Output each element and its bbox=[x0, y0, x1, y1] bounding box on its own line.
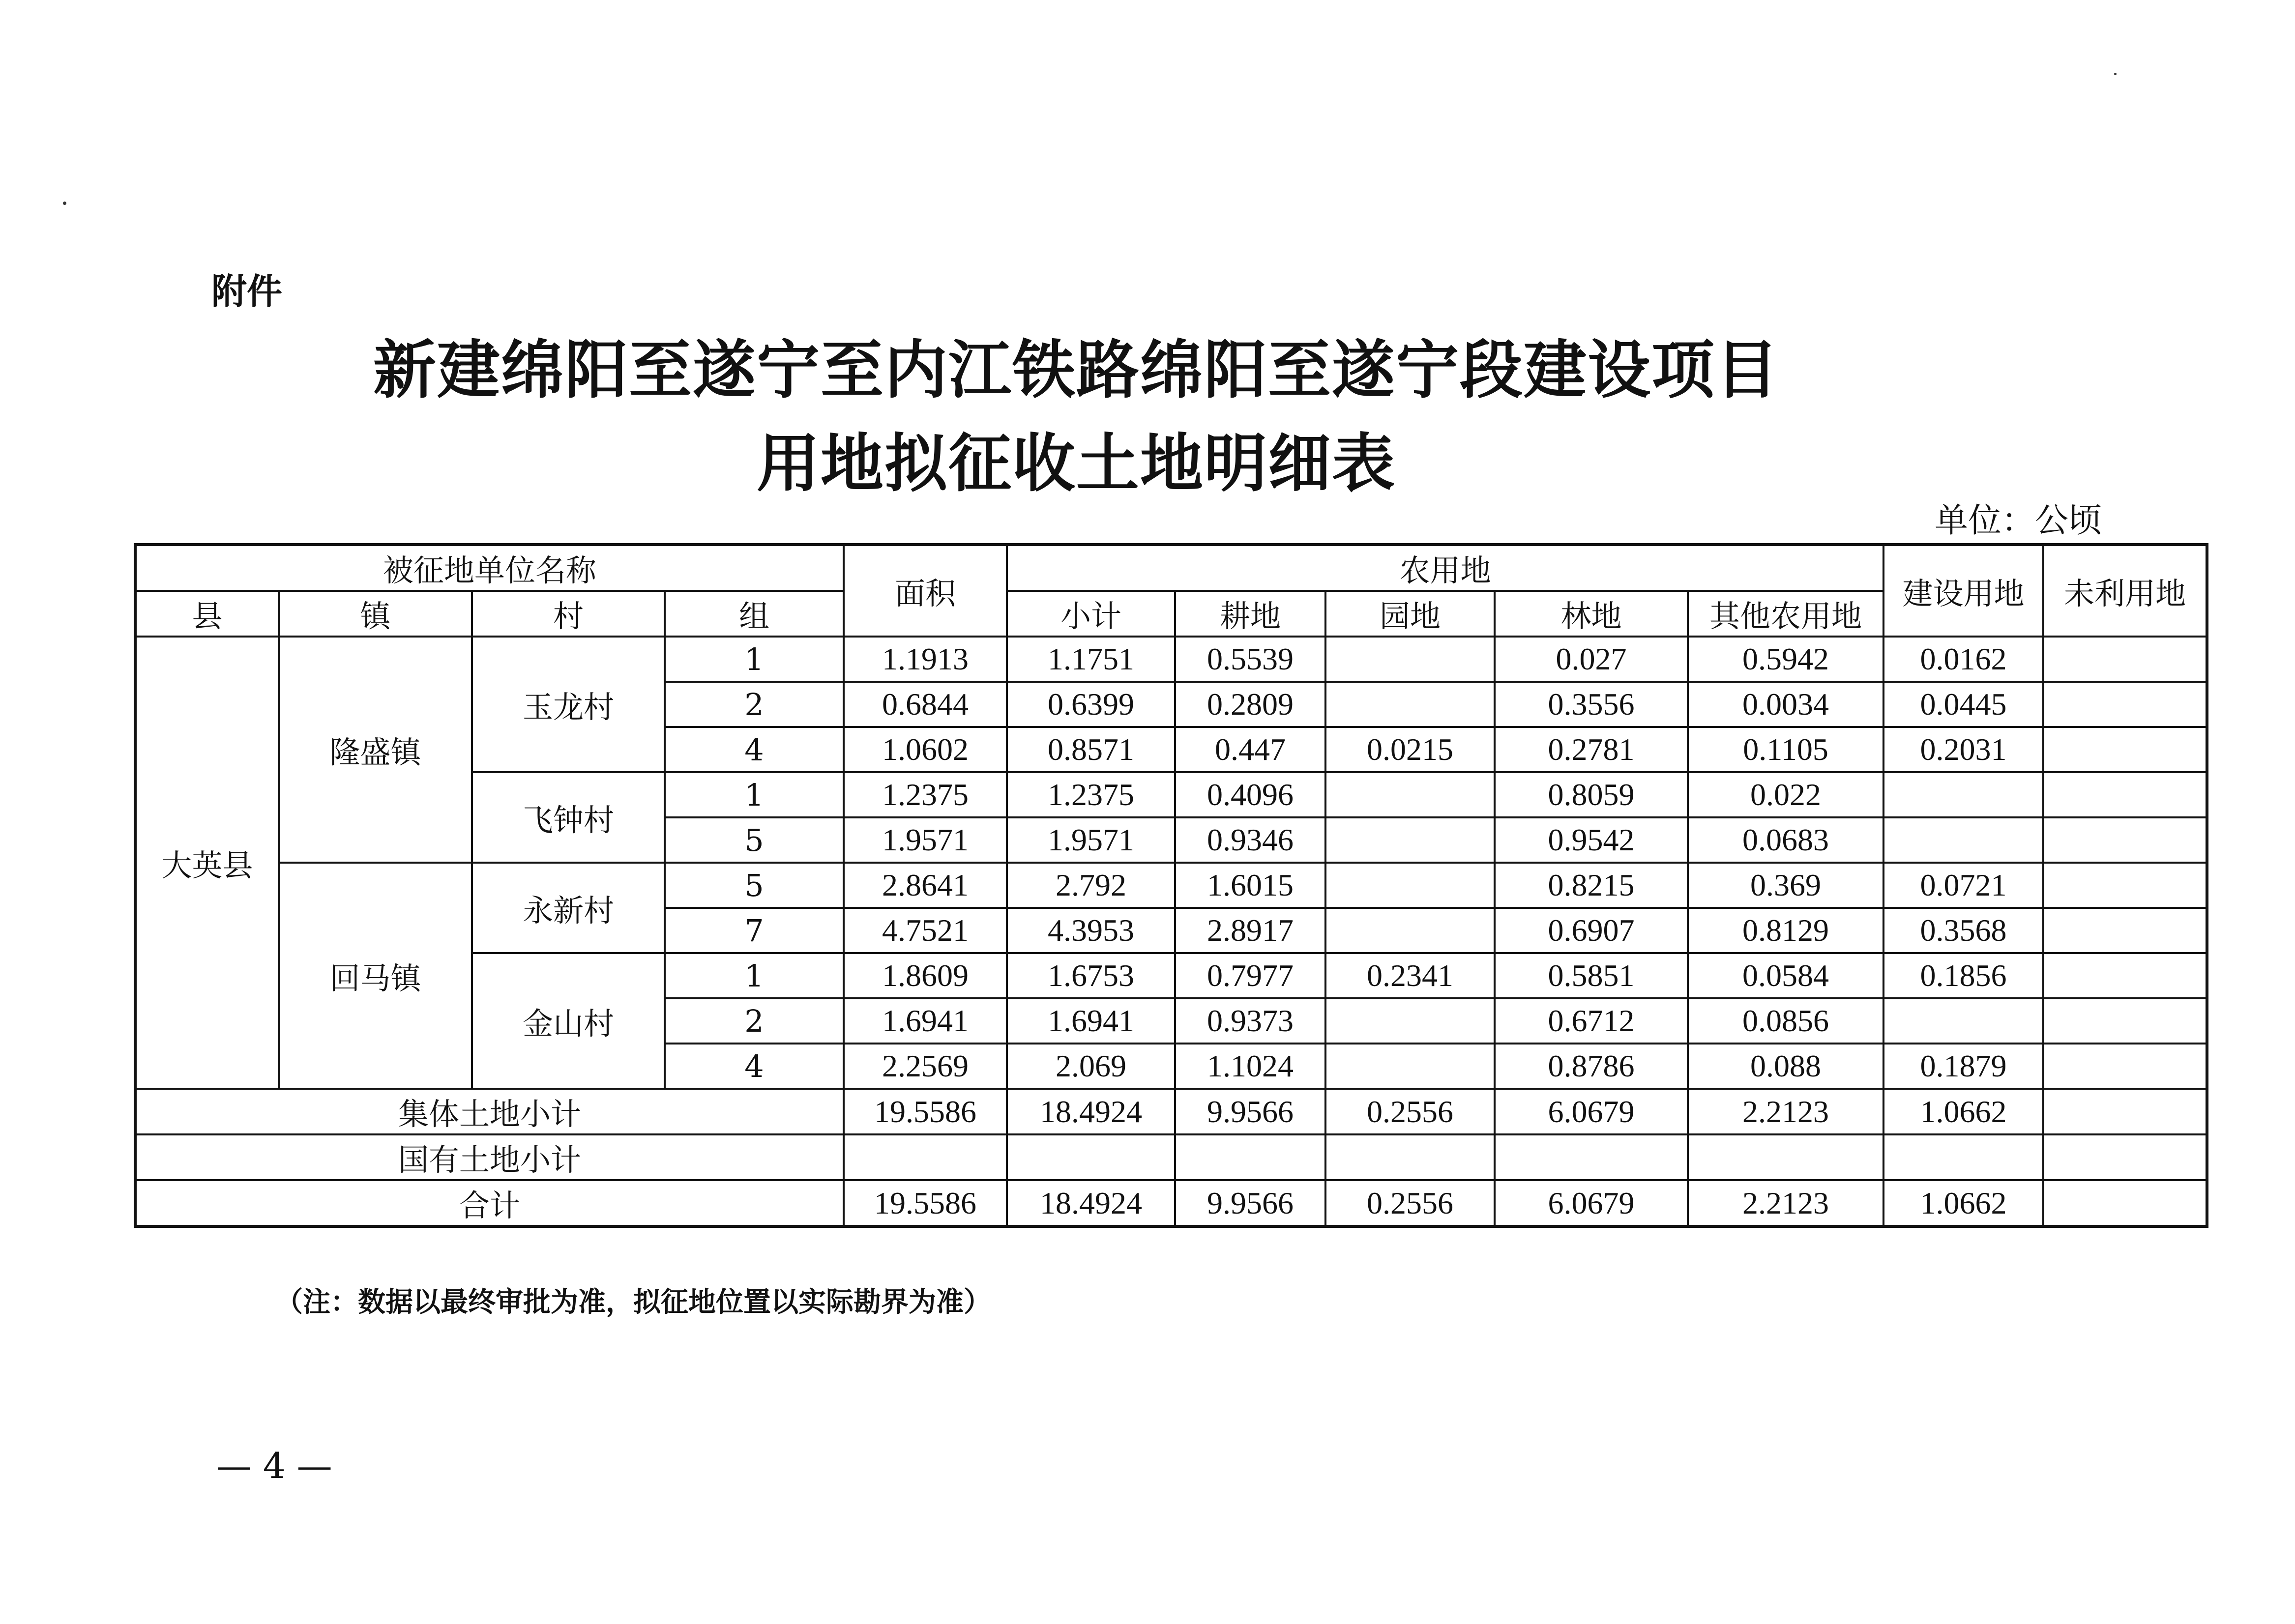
other-agri-cell: 0.369 bbox=[1688, 863, 1883, 908]
group-cell: 4 bbox=[665, 1044, 844, 1089]
unused-cell bbox=[2043, 908, 2207, 953]
header-group: 组 bbox=[665, 591, 844, 637]
area-cell: 2.8641 bbox=[844, 863, 1007, 908]
group-cell: 7 bbox=[665, 908, 844, 953]
village-cell: 永新村 bbox=[472, 863, 665, 953]
summary-label: 集体土地小计 bbox=[135, 1089, 844, 1134]
header-other-agri: 其他农用地 bbox=[1688, 591, 1883, 637]
header-village: 村 bbox=[472, 591, 665, 637]
cultivated-cell: 1.6015 bbox=[1175, 863, 1325, 908]
construction-cell bbox=[1883, 1134, 2043, 1180]
group-cell: 1 bbox=[665, 772, 844, 817]
area-cell: 1.2375 bbox=[844, 772, 1007, 817]
area-cell: 1.8609 bbox=[844, 953, 1007, 998]
header-unused-land: 未利用地 bbox=[2043, 545, 2207, 637]
forest-cell: 0.9542 bbox=[1495, 817, 1688, 863]
area-cell: 19.5586 bbox=[844, 1180, 1007, 1226]
construction-cell bbox=[1883, 772, 2043, 817]
construction-cell: 1.0662 bbox=[1883, 1089, 2043, 1134]
group-cell: 2 bbox=[665, 998, 844, 1044]
construction-cell: 0.0721 bbox=[1883, 863, 2043, 908]
header-unit-name: 被征地单位名称 bbox=[135, 545, 844, 591]
document-title-line1: 新建绵阳至遂宁至内江铁路绵阳至遂宁段建设项目 bbox=[373, 334, 1779, 407]
forest-cell: 0.8215 bbox=[1495, 863, 1688, 908]
footnote: （注：数据以最终审批为准，拟征地位置以实际勘界为准） bbox=[275, 1286, 991, 1318]
forest-cell: 0.8059 bbox=[1495, 772, 1688, 817]
garden-cell bbox=[1325, 637, 1495, 682]
header-county: 县 bbox=[135, 591, 279, 637]
area-cell: 1.9571 bbox=[844, 817, 1007, 863]
other-agri-cell: 2.2123 bbox=[1688, 1089, 1883, 1134]
construction-cell: 0.3568 bbox=[1883, 908, 2043, 953]
garden-cell bbox=[1325, 908, 1495, 953]
subtotal-cell: 2.069 bbox=[1007, 1044, 1175, 1089]
cultivated-cell: 2.8917 bbox=[1175, 908, 1325, 953]
cultivated-cell: 9.9566 bbox=[1175, 1180, 1325, 1226]
area-cell: 4.7521 bbox=[844, 908, 1007, 953]
unused-cell bbox=[2043, 1089, 2207, 1134]
unused-cell bbox=[2043, 682, 2207, 727]
cultivated-cell: 0.2809 bbox=[1175, 682, 1325, 727]
group-cell: 5 bbox=[665, 817, 844, 863]
subtotal-cell bbox=[1007, 1134, 1175, 1180]
construction-cell: 0.1879 bbox=[1883, 1044, 2043, 1089]
forest-cell: 6.0679 bbox=[1495, 1089, 1688, 1134]
garden-cell bbox=[1325, 1134, 1495, 1180]
subtotal-cell: 2.792 bbox=[1007, 863, 1175, 908]
header-forest: 林地 bbox=[1495, 591, 1688, 637]
summary-label: 国有土地小计 bbox=[135, 1134, 844, 1180]
town-cell: 回马镇 bbox=[279, 863, 472, 1089]
cultivated-cell: 0.447 bbox=[1175, 727, 1325, 772]
unused-cell bbox=[2043, 1134, 2207, 1180]
area-cell: 19.5586 bbox=[844, 1089, 1007, 1134]
forest-cell: 6.0679 bbox=[1495, 1180, 1688, 1226]
garden-cell bbox=[1325, 863, 1495, 908]
table-row bbox=[135, 863, 2207, 908]
garden-cell: 0.2556 bbox=[1325, 1089, 1495, 1134]
unused-cell bbox=[2043, 772, 2207, 817]
garden-cell bbox=[1325, 682, 1495, 727]
construction-cell: 0.0445 bbox=[1883, 682, 2043, 727]
header-subtotal: 小计 bbox=[1007, 591, 1175, 637]
area-cell: 2.2569 bbox=[844, 1044, 1007, 1089]
table-body bbox=[135, 637, 2207, 1226]
summary-row bbox=[135, 1089, 2207, 1134]
area-cell: 1.6941 bbox=[844, 998, 1007, 1044]
other-agri-cell bbox=[1688, 1134, 1883, 1180]
construction-cell: 0.1856 bbox=[1883, 953, 2043, 998]
village-cell: 飞钟村 bbox=[472, 772, 665, 863]
cultivated-cell: 0.9346 bbox=[1175, 817, 1325, 863]
construction-cell: 0.2031 bbox=[1883, 727, 2043, 772]
header-cultivated: 耕地 bbox=[1175, 591, 1325, 637]
garden-cell: 0.2556 bbox=[1325, 1180, 1495, 1226]
village-cell: 金山村 bbox=[472, 953, 665, 1089]
construction-cell: 1.0662 bbox=[1883, 1180, 2043, 1226]
other-agri-cell: 0.088 bbox=[1688, 1044, 1883, 1089]
scan-speck bbox=[63, 202, 66, 205]
garden-cell: 0.0215 bbox=[1325, 727, 1495, 772]
header-garden: 园地 bbox=[1325, 591, 1495, 637]
summary-label: 合计 bbox=[135, 1180, 844, 1226]
area-cell: 1.0602 bbox=[844, 727, 1007, 772]
page-number: — 4 — bbox=[216, 1445, 332, 1486]
subtotal-cell: 0.8571 bbox=[1007, 727, 1175, 772]
town-cell: 隆盛镇 bbox=[279, 637, 472, 863]
unused-cell bbox=[2043, 1044, 2207, 1089]
other-agri-cell: 2.2123 bbox=[1688, 1180, 1883, 1226]
summary-row bbox=[135, 1180, 2207, 1226]
construction-cell: 0.0162 bbox=[1883, 637, 2043, 682]
unused-cell bbox=[2043, 727, 2207, 772]
forest-cell: 0.5851 bbox=[1495, 953, 1688, 998]
garden-cell bbox=[1325, 772, 1495, 817]
area-cell: 0.6844 bbox=[844, 682, 1007, 727]
forest-cell: 0.8786 bbox=[1495, 1044, 1688, 1089]
header-town: 镇 bbox=[279, 591, 472, 637]
forest-cell: 0.6907 bbox=[1495, 908, 1688, 953]
construction-cell bbox=[1883, 998, 2043, 1044]
village-cell: 玉龙村 bbox=[472, 637, 665, 772]
other-agri-cell: 0.0034 bbox=[1688, 682, 1883, 727]
other-agri-cell: 0.1105 bbox=[1688, 727, 1883, 772]
subtotal-cell: 1.9571 bbox=[1007, 817, 1175, 863]
garden-cell bbox=[1325, 817, 1495, 863]
subtotal-cell: 1.6941 bbox=[1007, 998, 1175, 1044]
unused-cell bbox=[2043, 998, 2207, 1044]
unit-label: 单位：公顷 bbox=[1935, 501, 2102, 540]
cultivated-cell: 1.1024 bbox=[1175, 1044, 1325, 1089]
subtotal-cell: 18.4924 bbox=[1007, 1089, 1175, 1134]
header-construction-land: 建设用地 bbox=[1883, 545, 2043, 637]
other-agri-cell: 0.0683 bbox=[1688, 817, 1883, 863]
unused-cell bbox=[2043, 817, 2207, 863]
scan-speck bbox=[2114, 73, 2117, 75]
document-title-line2: 用地拟征收土地明细表 bbox=[756, 427, 1396, 500]
header-agri-land: 农用地 bbox=[1007, 545, 1883, 591]
subtotal-cell: 1.1751 bbox=[1007, 637, 1175, 682]
forest-cell: 0.2781 bbox=[1495, 727, 1688, 772]
other-agri-cell: 0.5942 bbox=[1688, 637, 1883, 682]
unused-cell bbox=[2043, 637, 2207, 682]
forest-cell: 0.3556 bbox=[1495, 682, 1688, 727]
construction-cell bbox=[1883, 817, 2043, 863]
unused-cell bbox=[2043, 1180, 2207, 1226]
garden-cell bbox=[1325, 998, 1495, 1044]
cultivated-cell: 0.4096 bbox=[1175, 772, 1325, 817]
area-cell: 1.1913 bbox=[844, 637, 1007, 682]
unused-cell bbox=[2043, 953, 2207, 998]
attachment-label: 附件 bbox=[211, 271, 283, 312]
garden-cell: 0.2341 bbox=[1325, 953, 1495, 998]
unused-cell bbox=[2043, 863, 2207, 908]
other-agri-cell: 0.0856 bbox=[1688, 998, 1883, 1044]
other-agri-cell: 0.8129 bbox=[1688, 908, 1883, 953]
cultivated-cell bbox=[1175, 1134, 1325, 1180]
group-cell: 1 bbox=[665, 637, 844, 682]
cultivated-cell: 0.7977 bbox=[1175, 953, 1325, 998]
forest-cell: 0.6712 bbox=[1495, 998, 1688, 1044]
subtotal-cell: 18.4924 bbox=[1007, 1180, 1175, 1226]
group-cell: 5 bbox=[665, 863, 844, 908]
summary-row bbox=[135, 1134, 2207, 1180]
header-area: 面积 bbox=[844, 545, 1007, 637]
cultivated-cell: 9.9566 bbox=[1175, 1089, 1325, 1134]
garden-cell bbox=[1325, 1044, 1495, 1089]
group-cell: 2 bbox=[665, 682, 844, 727]
forest-cell bbox=[1495, 1134, 1688, 1180]
land-acquisition-table bbox=[134, 543, 2208, 1228]
table-row bbox=[135, 637, 2207, 682]
other-agri-cell: 0.0584 bbox=[1688, 953, 1883, 998]
other-agri-cell: 0.022 bbox=[1688, 772, 1883, 817]
area-cell bbox=[844, 1134, 1007, 1180]
subtotal-cell: 1.2375 bbox=[1007, 772, 1175, 817]
subtotal-cell: 0.6399 bbox=[1007, 682, 1175, 727]
forest-cell: 0.027 bbox=[1495, 637, 1688, 682]
cultivated-cell: 0.5539 bbox=[1175, 637, 1325, 682]
subtotal-cell: 1.6753 bbox=[1007, 953, 1175, 998]
group-cell: 1 bbox=[665, 953, 844, 998]
subtotal-cell: 4.3953 bbox=[1007, 908, 1175, 953]
county-cell: 大英县 bbox=[135, 637, 279, 1089]
cultivated-cell: 0.9373 bbox=[1175, 998, 1325, 1044]
group-cell: 4 bbox=[665, 727, 844, 772]
